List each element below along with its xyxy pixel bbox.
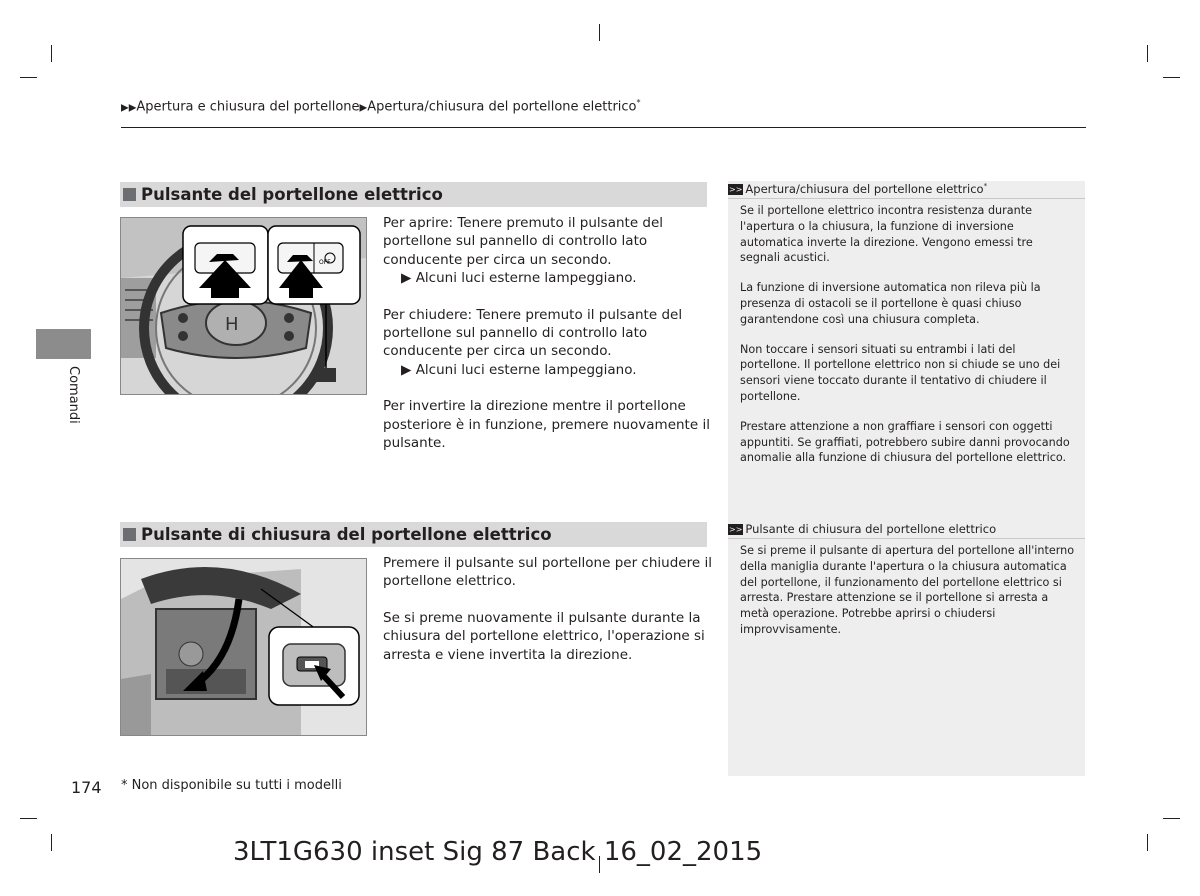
section-title-1: Pulsante del portellone elettrico [141,185,443,204]
section-heading-1 [120,182,707,207]
dashboard-drawing [121,218,366,394]
sidebar-note-body-2 [740,543,1076,652]
crop-mark [599,24,600,41]
button-callout-left [183,226,268,304]
handle-button-callout [269,627,359,705]
sidebar-note-title-1 [728,182,1085,199]
crop-mark [51,45,52,62]
crop-mark [20,818,37,819]
tailgate-close-illustration [120,558,367,736]
dashboard-illustration [120,217,367,395]
tailgate-drawing [121,559,366,735]
sidebar-note-title-text: Pulsante di chiusura del portellone elettrico [745,522,997,536]
sidebar-paragraph: Se si preme il pulsante di apertura del portellone all'interno della maniglia durante l'apertura o la chiusura automatica del portellone, il funzionamento del portellone elettrico si arresta. Prestare attenzione se il portellone si arresta a metà operazione. Potrebbe aprirsi o chiudersi improvvisamente. [740,544,1075,636]
footnote: * Non disponibile su tutti i modelli [121,778,342,793]
asterisk-mark: * [636,98,641,107]
paragraph: Premere il pulsante sul portellone per chiudere il portellone elettrico. [383,555,712,590]
print-signature: 3LT1G630 inset Sig 87 Back 16_02_2015 [233,837,763,867]
crop-mark [20,77,37,78]
bullet-item [383,362,637,378]
sidebar-note-title-2 [728,522,1085,539]
sidebar-paragraph: Prestare attenzione a non graffiare i sensori con oggetti appuntiti. Se graffiati, potrebbero subire danni provocando anomalie alla funzione di chiusura del portellone elettrico. [740,419,1070,465]
asterisk-mark: * [983,182,988,191]
sidebar-note-body-1 [740,203,1076,480]
sidebar-paragraph: Se il portellone elettrico incontra resistenza durante l'apertura o la chiusura, la funzione di inversione automatica inverte la direzione. Vengono emessi tre segnali acustici. [740,204,1033,265]
crop-mark [51,834,52,851]
header-rule [121,127,1086,128]
side-tab-label: Comandi [66,366,81,424]
sidebar-paragraph: La funzione di inversione automatica non rileva più la presenza di ostacoli se il portellone è quasi chiuso garantendone così una chiusura completa. [740,281,1041,326]
side-tab-marker [36,329,91,359]
bullet-arrow-icon: ▶ [401,361,416,378]
paragraph: Se si preme nuovamente il pulsante durante la chiusura del portellone elettrico, l'operazione si arresta e viene invertita la direzione. [383,609,705,663]
paragraph-open-block [383,214,713,288]
crop-mark [1163,77,1180,78]
crop-mark [1147,834,1148,851]
heading-square-icon [123,528,136,541]
bullet-arrow-icon: ▶ [401,270,416,287]
bullet-text: Alcuni luci esterne lampeggiano. [415,361,637,378]
paragraph: Per aprire: Tenere premuto il pulsante del portellone sul pannello di controllo lato conducente per circa un secondo. [383,215,664,268]
paragraph: Per invertire la direzione mentre il portellone posteriore è in funzione, premere nuovamente il pulsante. [383,398,710,452]
heading-square-icon [123,188,136,201]
double-arrow-icon: >> [729,525,743,534]
arrow-icon: ▶ [359,102,368,114]
bullet-text: Alcuni luci esterne lampeggiano. [415,270,637,287]
breadcrumb [121,98,641,114]
paragraph-close-block [383,306,713,380]
button-callout-right [268,226,360,304]
double-arrow-icon: >> [729,185,743,194]
sidebar-note-title-text: Apertura/chiusura del portellone elettrico [745,182,984,196]
paragraph: Per chiudere: Tenere premuto il pulsante del portellone sul pannello di controllo lato conducente per circa un secondo. [383,306,683,360]
section-1-text [383,214,713,470]
svg-text:H: H [225,314,239,335]
page-number: 174 [71,778,102,797]
double-arrow-icon: ▶▶ [121,102,137,114]
section-heading-2 [120,522,707,547]
crop-mark [1147,45,1148,62]
svg-text:OFF: OFF [319,259,331,266]
section-title-2: Pulsante di chiusura del portellone elettrico [141,525,552,544]
sidebar-paragraph: Non toccare i sensori situati su entrambi i lati del portellone. Il portellone elettrico non si chiude se uno dei sensori viene toccato durante il tentativo di chiudere il portellone. [740,342,1061,403]
bullet-item [383,270,637,286]
sidebar-notes-panel [728,181,1085,776]
breadcrumb-part-1[interactable]: Apertura e chiusura del portellone [136,99,360,115]
crop-mark [1163,818,1180,819]
section-2-text [383,554,713,682]
breadcrumb-part-2[interactable]: Apertura/chiusura del portellone elettrico [367,99,637,115]
